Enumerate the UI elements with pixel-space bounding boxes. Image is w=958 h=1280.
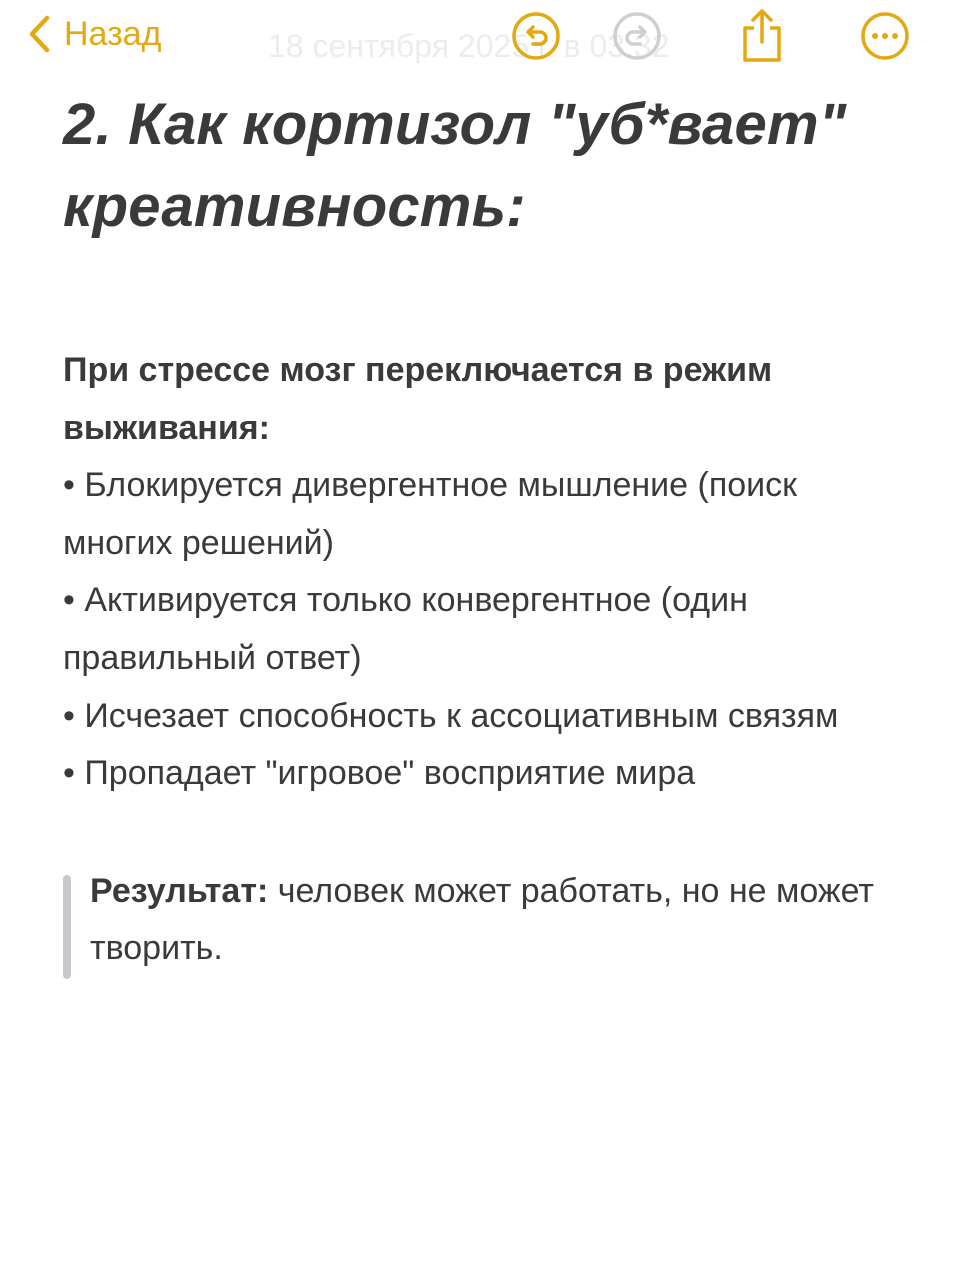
more-icon bbox=[860, 11, 910, 61]
navigation-bar bbox=[0, 0, 958, 80]
share-icon bbox=[737, 8, 787, 64]
back-button[interactable] bbox=[28, 12, 161, 56]
more-button[interactable] bbox=[859, 10, 911, 62]
undo-icon bbox=[511, 11, 561, 61]
back-button-label: Назад bbox=[64, 14, 162, 53]
chevron-left-icon bbox=[28, 15, 50, 53]
block-quote bbox=[63, 863, 903, 978]
quote-text: человек может работать, но не может творить. bbox=[90, 871, 874, 968]
redo-icon bbox=[612, 11, 662, 61]
bullet-item: • Исчезает способность к ассоциативным связям bbox=[63, 696, 839, 735]
note-date: 18 сентября 2025 г. в 03:32 bbox=[268, 28, 670, 64]
undo-button[interactable] bbox=[510, 10, 562, 62]
bullet-item: • Активируется только конвергентное (один правильный ответ) bbox=[63, 581, 748, 677]
paragraph-lead: При стрессе мозг переключается в режим выживания: bbox=[63, 351, 773, 447]
redo-button[interactable] bbox=[611, 10, 663, 62]
quote-bar bbox=[63, 875, 71, 979]
note-body[interactable] bbox=[63, 84, 903, 978]
note-title: 2. Как кортизол "уб*вает" креативность: bbox=[63, 92, 847, 239]
note-paragraph bbox=[63, 342, 903, 803]
bullet-item: • Пропадает "игровое" восприятие мира bbox=[63, 754, 696, 793]
bullet-item: • Блокируется дивергентное мышление (поиск многих решений) bbox=[63, 466, 798, 562]
quote-label: Результат: bbox=[90, 871, 269, 910]
share-button[interactable] bbox=[736, 10, 788, 62]
